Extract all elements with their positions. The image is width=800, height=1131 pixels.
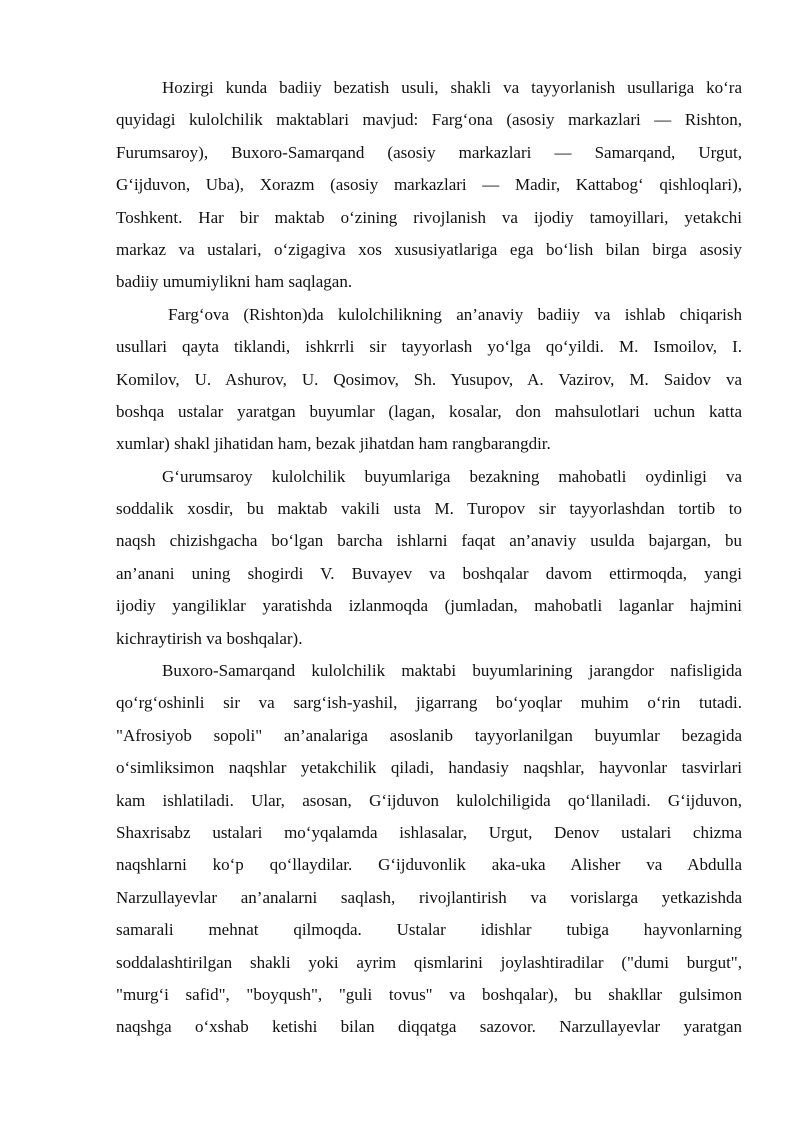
text-line: naqshlarni ko‘p qo‘llaydilar. G‘ijduvonlik aka-uka Alisher va Abdulla <box>116 855 742 875</box>
text-line: kam ishlatiladi. Ular, asosan, G‘ijduvon kulolchiligida qo‘llaniladi. G‘ijduvon, <box>116 790 742 810</box>
text-line: soddalik xosdir, bu maktab vakili usta M. Turopov sir tayyorlashdan tortib to <box>116 499 742 519</box>
text-line: boshqa ustalar yaratgan buyumlar (lagan, kosalar, don mahsulotlari uchun katta <box>116 401 742 421</box>
paragraph-3 <box>116 461 742 655</box>
text-line: "Afrosiyob sopoli" an’analariga asoslanib tayyorlanilgan buyumlar bezagida <box>116 725 742 745</box>
text-line: Shaxrisabz ustalari mo‘yqalamda ishlasalar, Urgut, Denov ustalari chizma <box>116 822 742 842</box>
text-line: qo‘rg‘oshinli sir va sarg‘ish-yashil, jigarrang bo‘yoqlar muhim o‘rin tutadi. <box>116 693 742 713</box>
text-line: Komilov, U. Ashurov, U. Qosimov, Sh. Yusupov, A. Vazirov, M. Saidov va <box>116 369 742 389</box>
text-line: naqsh chizishgacha bo‘lgan barcha ishlarni faqat an’anaviy usulda bajargan, bu <box>116 531 742 551</box>
text-line: soddalashtirilgan shakli yoki ayrim qismlarini joylashtiradilar ("dumi burgut", <box>116 952 742 972</box>
text-line: G‘ijduvon, Uba), Xorazm (asosiy markazlari — Madir, Kattabog‘ qishloqlari), <box>116 175 742 195</box>
text-line: markaz va ustalari, o‘zigagiva xos xususiyatlariga ega bo‘lish bilan birga asosiy <box>116 239 742 259</box>
text-line: "murg‘i safid", "boyqush", "guli tovus" va boshqalar), bu shakllar gulsimon <box>116 984 742 1004</box>
text-line: Buxoro-Samarqand kulolchilik maktabi buyumlarining jarangdor nafisligida <box>162 661 742 681</box>
paragraph-4 <box>116 655 742 1044</box>
text-line: an’anani uning shogirdi V. Buvayev va boshqalar davom ettirmoqda, yangi <box>116 563 742 583</box>
text-line: samarali mehnat qilmoqda. Ustalar idishlar tubiga hayvonlarning <box>116 920 742 940</box>
paragraph-1 <box>116 72 742 299</box>
text-line: usullari qayta tiklandi, ishkrrli sir tayyorlash yo‘lga qo‘yildi. M. Ismoilov, I. <box>116 337 742 357</box>
text-line: Farg‘ova (Rishton)da kulolchilikning an’anaviy badiiy va ishlab chiqarish <box>168 304 742 324</box>
text-line: xumlar) shakl jihatidan ham, bezak jihatdan ham rangbarangdir. <box>116 434 551 454</box>
text-line: quyidagi kulolchilik maktablari mavjud: Farg‘ona (asosiy markazlari — Rishton, <box>116 110 742 130</box>
text-line: Hozirgi kunda badiiy bezatish usuli, shakli va tayyorlanish usullariga ko‘ra <box>162 78 742 97</box>
text-line: o‘simliksimon naqshlar yetakchilik qiladi, handasiy naqshlar, hayvonlar tasvirlari <box>116 758 742 778</box>
text-line: Toshkent. Har bir maktab o‘zining rivojlanish va ijodiy tamoyillari, yetakchi <box>116 207 742 227</box>
text-line: G‘urumsaroy kulolchilik buyumlariga bezakning mahobatli oydinligi va <box>162 466 742 486</box>
text-line: Narzullayevlar an’analarni saqlash, rivojlantirish va vorislarga yetkazishda <box>116 887 742 907</box>
text-line: Furumsaroy), Buxoro-Samarqand (asosiy markazlari — Samarqand, Urgut, <box>116 142 742 162</box>
text-line: badiiy umumiylikni ham saqlagan. <box>116 272 353 292</box>
text-line: kichraytirish va boshqalar). <box>116 628 303 648</box>
text-line: ijodiy yangiliklar yaratishda izlanmoqda (jumladan, mahobatli laganlar hajmini <box>116 596 742 616</box>
text-line: naqshga o‘xshab ketishi bilan diqqatga sazovor. Narzullayevlar yaratgan <box>116 1017 742 1037</box>
paragraph-2 <box>116 299 742 461</box>
document-page <box>116 72 742 1044</box>
